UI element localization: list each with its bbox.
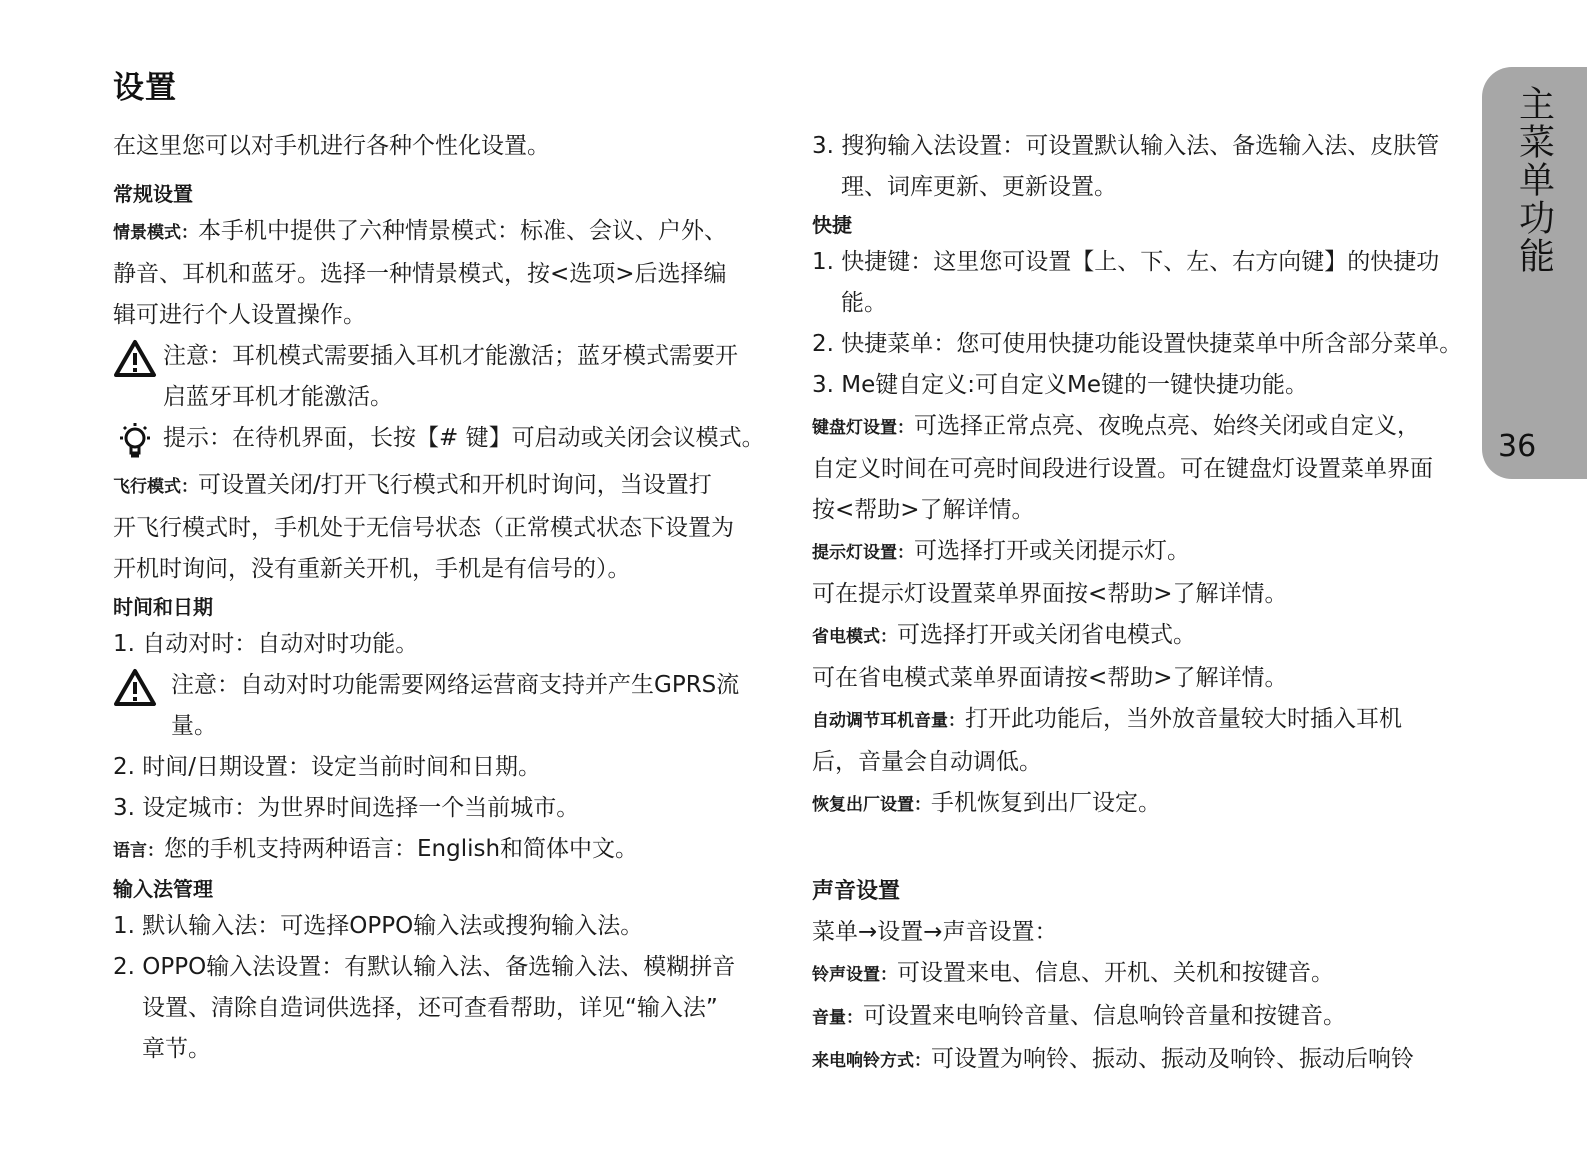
note-text: 量。 <box>171 713 217 739</box>
ime-heading: 输入法管理 <box>113 877 213 901</box>
intro-text: 在这里您可以对手机进行各种个性化设置。 <box>113 133 550 159</box>
left-column <box>113 126 773 1070</box>
ringtone-label: 铃声设置： <box>812 965 897 985</box>
shortcut-item: 2. 快捷菜单：您可使用快捷功能设置快捷菜单中所含部分菜单。 <box>812 331 1463 357</box>
datetime-item: 2. 时间/日期设置：设定当前时间和日期。 <box>113 754 542 780</box>
shortcut-heading: 快捷 <box>812 213 852 237</box>
language-paragraph: 语言：您的手机支持两种语言：English和简体中文。 <box>113 836 639 862</box>
chapter-side-tab <box>1482 67 1587 479</box>
general-settings-heading: 常规设置 <box>113 182 193 206</box>
volume-paragraph: 音量：可设置来电响铃音量、信息响铃音量和按键音。 <box>812 1003 1346 1029</box>
datetime-heading: 时间和日期 <box>113 595 213 619</box>
earphone-volume-line: 后，音量会自动调低。 <box>812 749 1042 775</box>
keypad-light-paragraph: 键盘灯设置：可选择正常点亮、夜晚点亮、始终关闭或自定义， <box>812 413 1420 439</box>
flight-mode-paragraph: 飞行模式：可设置关闭/打开飞行模式和开机时询问，当设置打 <box>113 472 712 498</box>
note-auto-time <box>113 665 773 747</box>
chapter-title: 主菜单功能 <box>1513 85 1555 275</box>
indicator-light-label: 提示灯设置： <box>812 543 914 563</box>
ring-mode-label: 来电响铃方式： <box>812 1051 931 1071</box>
factory-reset-label: 恢复出厂设置： <box>812 795 931 815</box>
power-saving-paragraph: 省电模式：可选择打开或关闭省电模式。 <box>812 622 1196 648</box>
earphone-volume-paragraph: 自动调节耳机音量：打开此功能后，当外放音量较大时插入耳机 <box>812 706 1402 732</box>
note-text: 注意：自动对时功能需要网络运营商支持并产生GPRS流 <box>171 672 740 698</box>
shortcut-item: 3. Me键自定义:可自定义Me键的一键快捷功能。 <box>812 372 1308 398</box>
sound-settings-heading: 声音设置 <box>812 879 901 904</box>
page-number: 36 <box>1498 429 1537 464</box>
ime-item: 2. OPPO输入法设置：有默认输入法、备选输入法、模糊拼音 <box>113 954 736 980</box>
note-text: 注意：耳机模式需要插入耳机才能激活；蓝牙模式需要开 <box>163 343 738 369</box>
factory-reset-paragraph: 恢复出厂设置：手机恢复到出厂设定。 <box>812 790 1161 816</box>
page-title: 设置 <box>113 70 177 106</box>
tip-text: 提示：在待机界面，长按【# 键】可启动或关闭会议模式。 <box>163 425 765 451</box>
scene-mode-line: 静音、耳机和蓝牙。选择一种情景模式，按<选项>后选择编 <box>113 261 727 287</box>
tip-meeting-mode <box>113 418 773 465</box>
sound-menu-path: 菜单→设置→声音设置： <box>812 919 1058 945</box>
ime-item: 1. 默认输入法：可选择OPPO输入法或搜狗输入法。 <box>113 913 644 939</box>
ring-mode-paragraph: 来电响铃方式：可设置为响铃、振动、振动及响铃、振动后响铃 <box>812 1046 1414 1072</box>
ime-item: 设置、清除自造词供选择，还可查看帮助，详见“输入法” <box>142 995 718 1021</box>
lightbulb-icon <box>113 418 163 465</box>
flight-mode-label: 飞行模式： <box>113 477 198 497</box>
note-headset-bluetooth <box>113 336 773 418</box>
shortcut-item: 1. 快捷键：这里您可设置【上、下、左、右方向键】的快捷功 <box>812 249 1440 275</box>
power-saving-line: 可在省电模式菜单界面请按<帮助>了解详情。 <box>812 665 1288 691</box>
keypad-light-label: 键盘灯设置： <box>812 418 914 438</box>
datetime-item: 1. 自动对时：自动对时功能。 <box>113 631 419 657</box>
keypad-light-line: 自定义时间在可亮时间段进行设置。可在键盘灯设置菜单界面 <box>812 456 1433 482</box>
indicator-light-paragraph: 提示灯设置：可选择打开或关闭提示灯。 <box>812 538 1190 564</box>
indicator-light-line: 可在提示灯设置菜单界面按<帮助>了解详情。 <box>812 581 1288 607</box>
scene-mode-line: 辑可进行个人设置操作。 <box>113 302 366 328</box>
language-label: 语言： <box>113 841 164 861</box>
ime-item: 3. 搜狗输入法设置：可设置默认输入法、备选输入法、皮肤管 <box>812 133 1440 159</box>
flight-mode-line: 开机时询问，没有重新关开机，手机是有信号的）。 <box>113 556 631 582</box>
right-column <box>812 126 1477 1082</box>
ime-item: 章节。 <box>142 1036 211 1062</box>
warning-triangle-icon <box>113 665 163 712</box>
flight-mode-line: 开飞行模式时，手机处于无信号状态（正常模式状态下设置为 <box>113 515 734 541</box>
scene-mode-paragraph: 情景模式：本手机中提供了六种情景模式：标准、会议、户外、 <box>113 218 727 244</box>
keypad-light-line: 按<帮助>了解详情。 <box>812 497 1035 523</box>
shortcut-item: 能。 <box>841 290 887 316</box>
datetime-item: 3. 设定城市：为世界时间选择一个当前城市。 <box>113 795 580 821</box>
volume-label: 音量： <box>812 1008 863 1028</box>
note-text: 启蓝牙耳机才能激活。 <box>163 384 393 410</box>
ime-item: 理、词库更新、更新设置。 <box>841 174 1117 200</box>
scene-mode-label: 情景模式： <box>113 223 198 243</box>
power-saving-label: 省电模式： <box>812 627 897 647</box>
ringtone-paragraph: 铃声设置：可设置来电、信息、开机、关机和按键音。 <box>812 960 1334 986</box>
warning-triangle-icon <box>113 336 163 383</box>
earphone-volume-label: 自动调节耳机音量： <box>812 711 965 731</box>
